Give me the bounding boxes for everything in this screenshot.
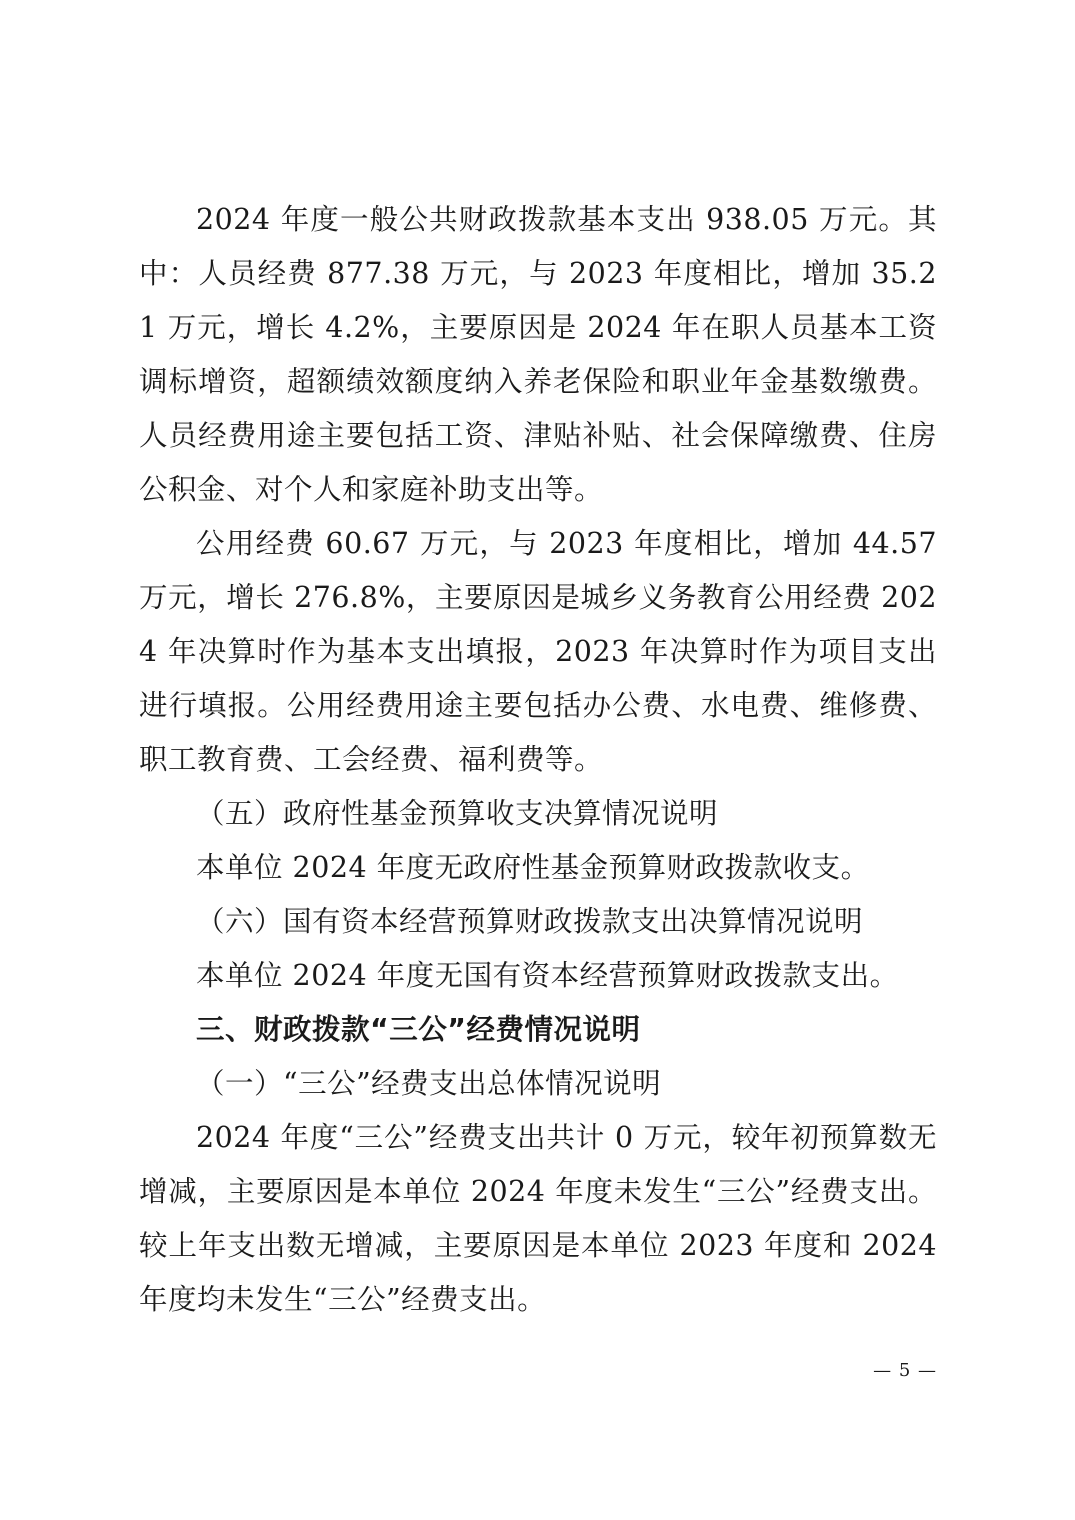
paragraph-basic-expenditure: 2024 年度一般公共财政拨款基本支出 938.05 万元。其中：人员经费 877.38 万元，与 2023 年度相比，增加 35.21 万元，增长 4.2%，主要原因是 2024 年在职人员基本工资调标增资，超额绩效额度纳入养老保险和职业年金基数缴费。人员经费用途主要包括工资、津贴补贴、社会保障缴费、住房公积金、对个人和家庭补助支出等。 [139,203,937,506]
subheading-three-public-overview: （一）“三公”经费支出总体情况说明 [196,1067,662,1100]
page-number: — 5 — [873,1360,937,1381]
section-heading-three-public: 三、财政拨款“三公”经费情况说明 [196,1013,641,1046]
paragraph-government-fund: 本单位 2024 年度无政府性基金预算财政拨款收支。 [196,851,870,884]
subheading-state-capital: （六）国有资本经营预算财政拨款支出决算情况说明 [196,905,864,938]
paragraph-three-public-overview: 2024 年度“三公”经费支出共计 0 万元，较年初预算数无增减，主要原因是本单位 2024 年度未发生“三公”经费支出。较上年支出数无增减，主要原因是本单位 2023 年度和 2024 年度均未发生“三公”经费支出。 [139,1121,937,1316]
subheading-government-fund: （五）政府性基金预算收支决算情况说明 [196,797,719,830]
paragraph-state-capital: 本单位 2024 年度无国有资本经营预算财政拨款支出。 [196,959,899,992]
document-body [139,193,937,1327]
paragraph-public-expenses: 公用经费 60.67 万元，与 2023 年度相比，增加 44.57 万元，增长 276.8%，主要原因是城乡义务教育公用经费 2024 年决算时作为基本支出填报，2023 年决算时作为项目支出进行填报。公用经费用途主要包括办公费、水电费、维修费、职工教育费、工会经费、福利费等。 [139,527,937,776]
